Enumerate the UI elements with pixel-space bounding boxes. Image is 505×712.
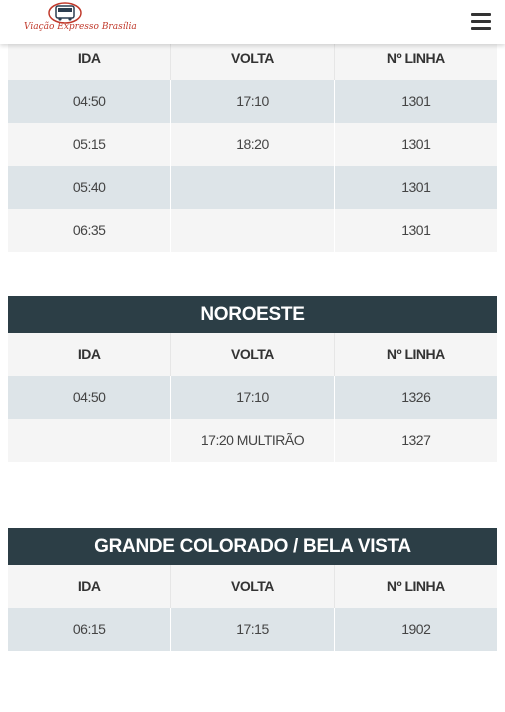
table-row: [8, 419, 497, 462]
cell-linha: 1301: [334, 80, 497, 123]
cell-ida: 04:50: [72, 389, 106, 405]
table-title: NOROESTE: [8, 296, 497, 333]
cell-ida: 05:15: [72, 136, 106, 152]
table-title: GRANDE COLORADO / BELA VISTA: [8, 528, 497, 565]
top-bar: [0, 0, 505, 44]
table-row: [8, 166, 497, 209]
schedule-table-noroeste: [8, 296, 497, 462]
header-linha: Nº LINHA: [334, 333, 497, 376]
cell-ida: 05:40: [72, 179, 106, 195]
cell-volta: 17:20 MULTIRÃO: [170, 419, 333, 462]
cell-ida: 06:35: [72, 222, 106, 238]
cell-linha: 1326: [334, 376, 497, 419]
cell-linha: 1301: [334, 166, 497, 209]
cell-linha: 1902: [334, 608, 497, 651]
table-row: [8, 80, 497, 123]
table-header-row: [8, 333, 497, 376]
cell-ida: 04:50: [72, 93, 106, 109]
table-row: [8, 608, 497, 651]
table-row: [8, 376, 497, 419]
header-volta: VOLTA: [170, 565, 333, 608]
header-ida: IDA: [77, 346, 101, 362]
cell-ida: 06:15: [72, 621, 106, 637]
schedule-table-1: [8, 37, 497, 252]
cell-volta: 18:20: [170, 123, 333, 166]
cell-volta: [170, 209, 333, 252]
header-ida: IDA: [77, 578, 101, 594]
header-volta: VOLTA: [170, 333, 333, 376]
logo-text: Viação Expresso Brasília: [24, 22, 137, 32]
header-ida: IDA: [77, 50, 101, 66]
header-linha: Nº LINHA: [334, 37, 497, 80]
table-row: [8, 123, 497, 166]
cell-linha: 1301: [334, 209, 497, 252]
header-volta: VOLTA: [170, 37, 333, 80]
cell-linha: 1327: [334, 419, 497, 462]
bus-icon: [48, 2, 82, 24]
table-header-row: [8, 565, 497, 608]
cell-volta: 17:15: [170, 608, 333, 651]
cell-volta: [170, 166, 333, 209]
table-row: [8, 209, 497, 252]
cell-volta: 17:10: [170, 80, 333, 123]
cell-linha: 1301: [334, 123, 497, 166]
company-logo[interactable]: [22, 2, 137, 40]
schedule-table-grande-colorado: [8, 528, 497, 651]
cell-ida: [8, 419, 170, 462]
hamburger-menu-icon[interactable]: [471, 13, 491, 31]
header-linha: Nº LINHA: [334, 565, 497, 608]
cell-volta: 17:10: [170, 376, 333, 419]
